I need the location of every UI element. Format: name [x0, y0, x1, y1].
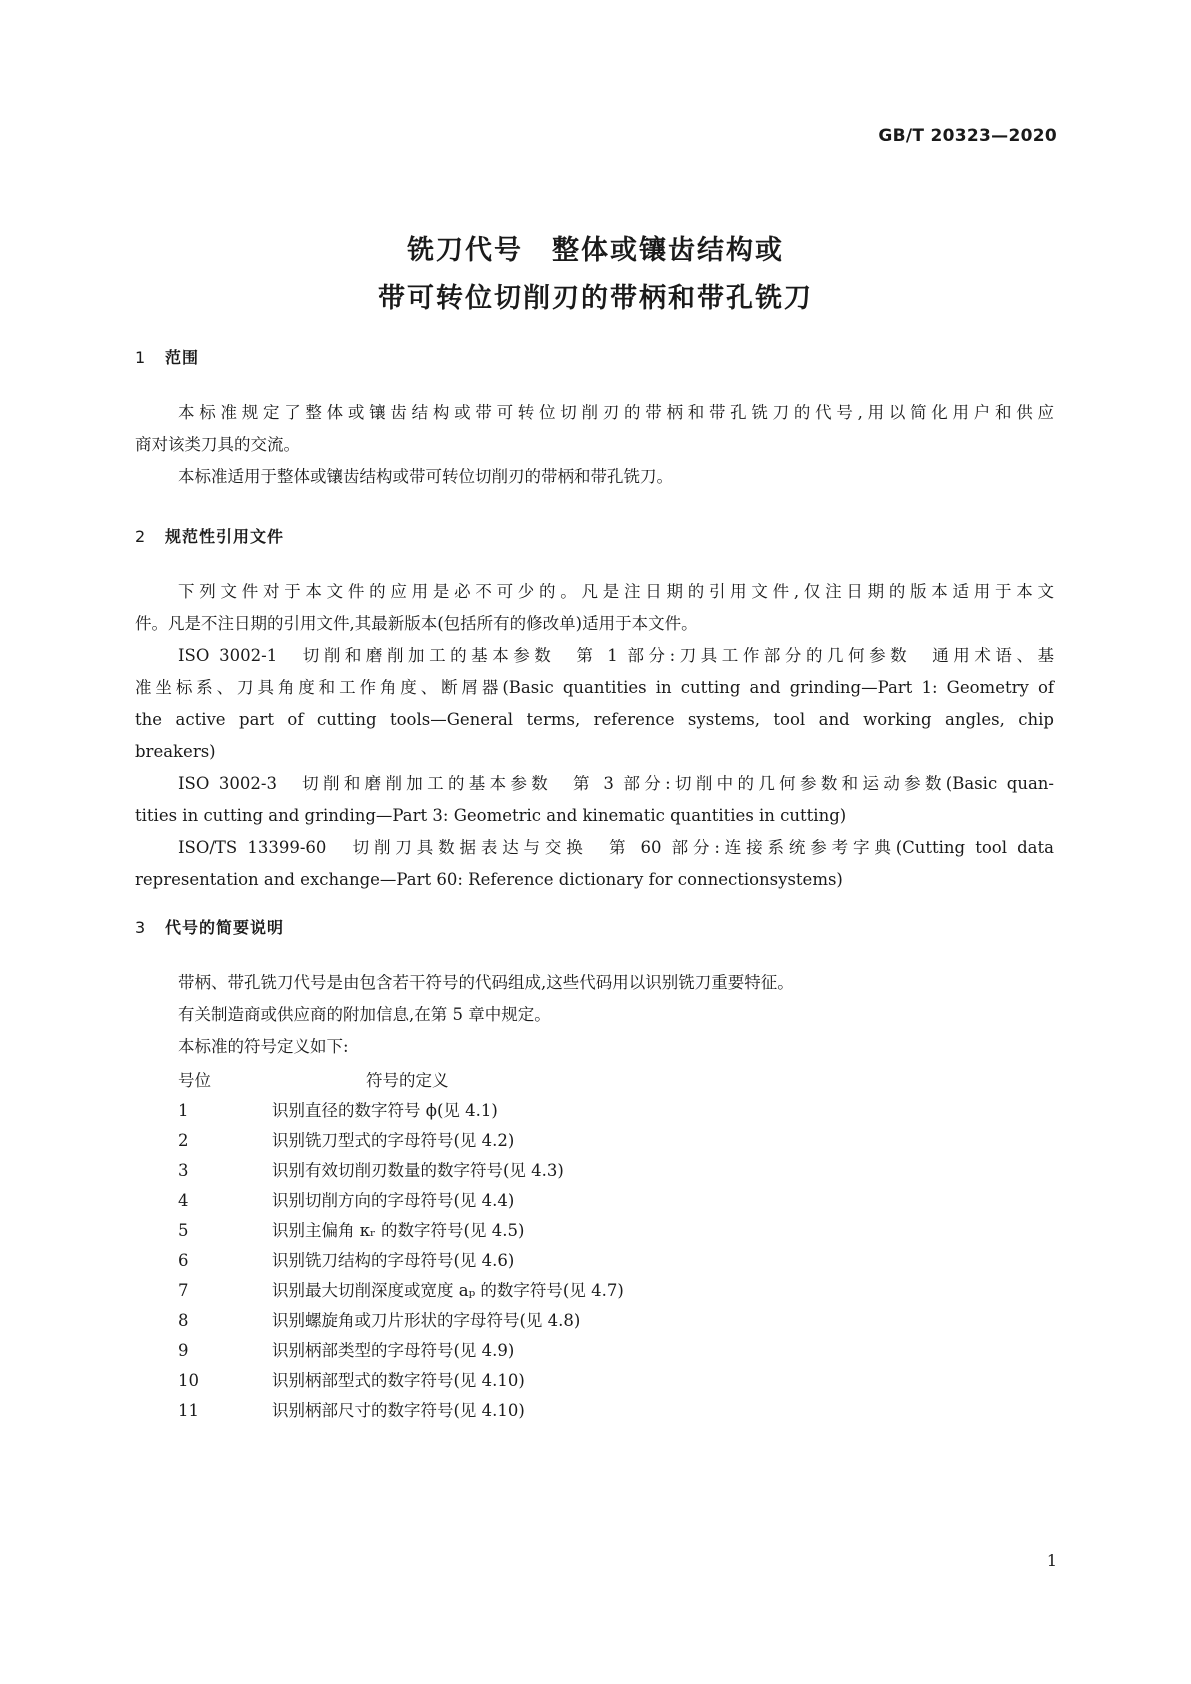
reference-line: the active part of cutting tools—General terms, reference systems, tool and working angles, chip — [135, 710, 1054, 729]
symbol-position: 9 — [178, 1341, 189, 1360]
reference-line: ISO/TS 13399-60 切削刀具数据表达与交换 第 60 部分:连接系统参考字典(Cutting tool data — [178, 838, 1054, 857]
symbol-position: 1 — [178, 1101, 189, 1120]
symbol-definition: 识别柄部类型的字母符号(见 4.9) — [272, 1341, 515, 1360]
paragraph-line: 件。凡是不注日期的引用文件,其最新版本(包括所有的修改单)适用于本文件。 — [135, 614, 698, 633]
standard-code: GB/T 20323—2020 — [878, 126, 1057, 146]
symbol-position: 3 — [178, 1161, 189, 1180]
symbol-position: 11 — [178, 1401, 199, 1420]
paragraph-line: 本标准的符号定义如下: — [178, 1037, 349, 1056]
section-3-heading — [135, 915, 284, 938]
paragraph-line: 本标准规定了整体或镶齿结构或带可转位切削刃的带柄和带孔铣刀的代号,用以简化用户和供应 — [178, 403, 1054, 422]
symbol-row — [178, 1127, 514, 1151]
reference-line: 准坐标系、刀具角度和工作角度、断屑器(Basic quantities in cutting and grinding—Part 1: Geometry of — [135, 678, 1054, 697]
symbol-row — [178, 1367, 525, 1391]
symbol-row — [178, 1157, 564, 1181]
symbol-position: 10 — [178, 1371, 199, 1390]
reference-line: ISO 3002-1 切削和磨削加工的基本参数 第 1 部分:刀具工作部分的几何参数 通用术语、基 — [178, 646, 1054, 665]
symbol-position: 7 — [178, 1281, 189, 1300]
symbol-position: 6 — [178, 1251, 189, 1270]
section-number: 1 — [135, 348, 147, 367]
symbol-position: 8 — [178, 1311, 189, 1330]
symbol-row — [178, 1187, 514, 1211]
document-title-line1: 铣刀代号 整体或镶齿结构或 — [407, 235, 784, 266]
column-header-position: 号位 — [178, 1071, 211, 1090]
section-1-heading — [135, 345, 199, 368]
section-3-body — [135, 967, 1054, 1063]
paragraph-line: 本标准适用于整体或镶齿结构或带可转位切削刃的带柄和带孔铣刀。 — [178, 467, 673, 486]
symbol-position: 2 — [178, 1131, 189, 1150]
page-number: 1 — [1046, 1551, 1057, 1570]
section-2-heading — [135, 524, 284, 547]
symbol-definition: 识别柄部型式的数字符号(见 4.10) — [272, 1371, 525, 1390]
reference-line: ISO 3002-3 切削和磨削加工的基本参数 第 3 部分:切削中的几何参数和运动参数(Basic quan- — [178, 774, 1054, 793]
section-title: 代号的简要说明 — [165, 918, 285, 937]
paragraph-line: 带柄、带孔铣刀代号是由包含若干符号的代码组成,这些代码用以识别铣刀重要特征。 — [178, 973, 794, 992]
symbol-row — [178, 1397, 525, 1421]
symbol-definition: 识别螺旋角或刀片形状的字母符号(见 4.8) — [272, 1311, 581, 1330]
reference-line: tities in cutting and grinding—Part 3: Geometric and kinematic quantities in cutting) — [135, 806, 847, 825]
symbol-row — [178, 1247, 514, 1271]
section-title: 范围 — [165, 348, 200, 367]
document-title-line2: 带可转位切削刃的带柄和带孔铣刀 — [378, 283, 813, 314]
symbol-row — [178, 1307, 580, 1331]
paragraph-line: 有关制造商或供应商的附加信息,在第 5 章中规定。 — [178, 1005, 551, 1024]
symbol-table-header — [178, 1067, 449, 1091]
symbol-definition: 识别有效切削刃数量的数字符号(见 4.3) — [272, 1161, 564, 1180]
reference-line: representation and exchange—Part 60: Reference dictionary for connectionsystems) — [135, 870, 843, 889]
symbol-definition: 识别切削方向的字母符号(见 4.4) — [272, 1191, 515, 1210]
symbol-row — [178, 1217, 524, 1241]
column-header-definition: 符号的定义 — [366, 1071, 449, 1090]
section-2-body — [135, 576, 1054, 896]
symbol-row — [178, 1097, 498, 1121]
symbol-position: 5 — [178, 1221, 189, 1240]
symbol-definition: 识别直径的数字符号 ϕ(见 4.1) — [272, 1101, 498, 1120]
symbol-row — [178, 1277, 624, 1301]
section-title: 规范性引用文件 — [165, 527, 285, 546]
reference-line: breakers) — [135, 742, 216, 761]
section-1-body — [135, 397, 1054, 493]
symbol-row — [178, 1337, 514, 1361]
paragraph-line: 商对该类刀具的交流。 — [135, 435, 300, 454]
paragraph-line: 下列文件对于本文件的应用是必不可少的。凡是注日期的引用文件,仅注日期的版本适用于本文 — [178, 582, 1054, 601]
symbol-definition: 识别主偏角 κᵣ 的数字符号(见 4.5) — [272, 1221, 525, 1240]
symbol-definition: 识别铣刀结构的字母符号(见 4.6) — [272, 1251, 515, 1270]
section-number: 2 — [135, 527, 147, 546]
symbol-definition: 识别铣刀型式的字母符号(见 4.2) — [272, 1131, 515, 1150]
section-number: 3 — [135, 918, 147, 937]
symbol-definition: 识别柄部尺寸的数字符号(见 4.10) — [272, 1401, 525, 1420]
symbol-position: 4 — [178, 1191, 189, 1210]
symbol-definition: 识别最大切削深度或宽度 aₚ 的数字符号(见 4.7) — [272, 1281, 624, 1300]
